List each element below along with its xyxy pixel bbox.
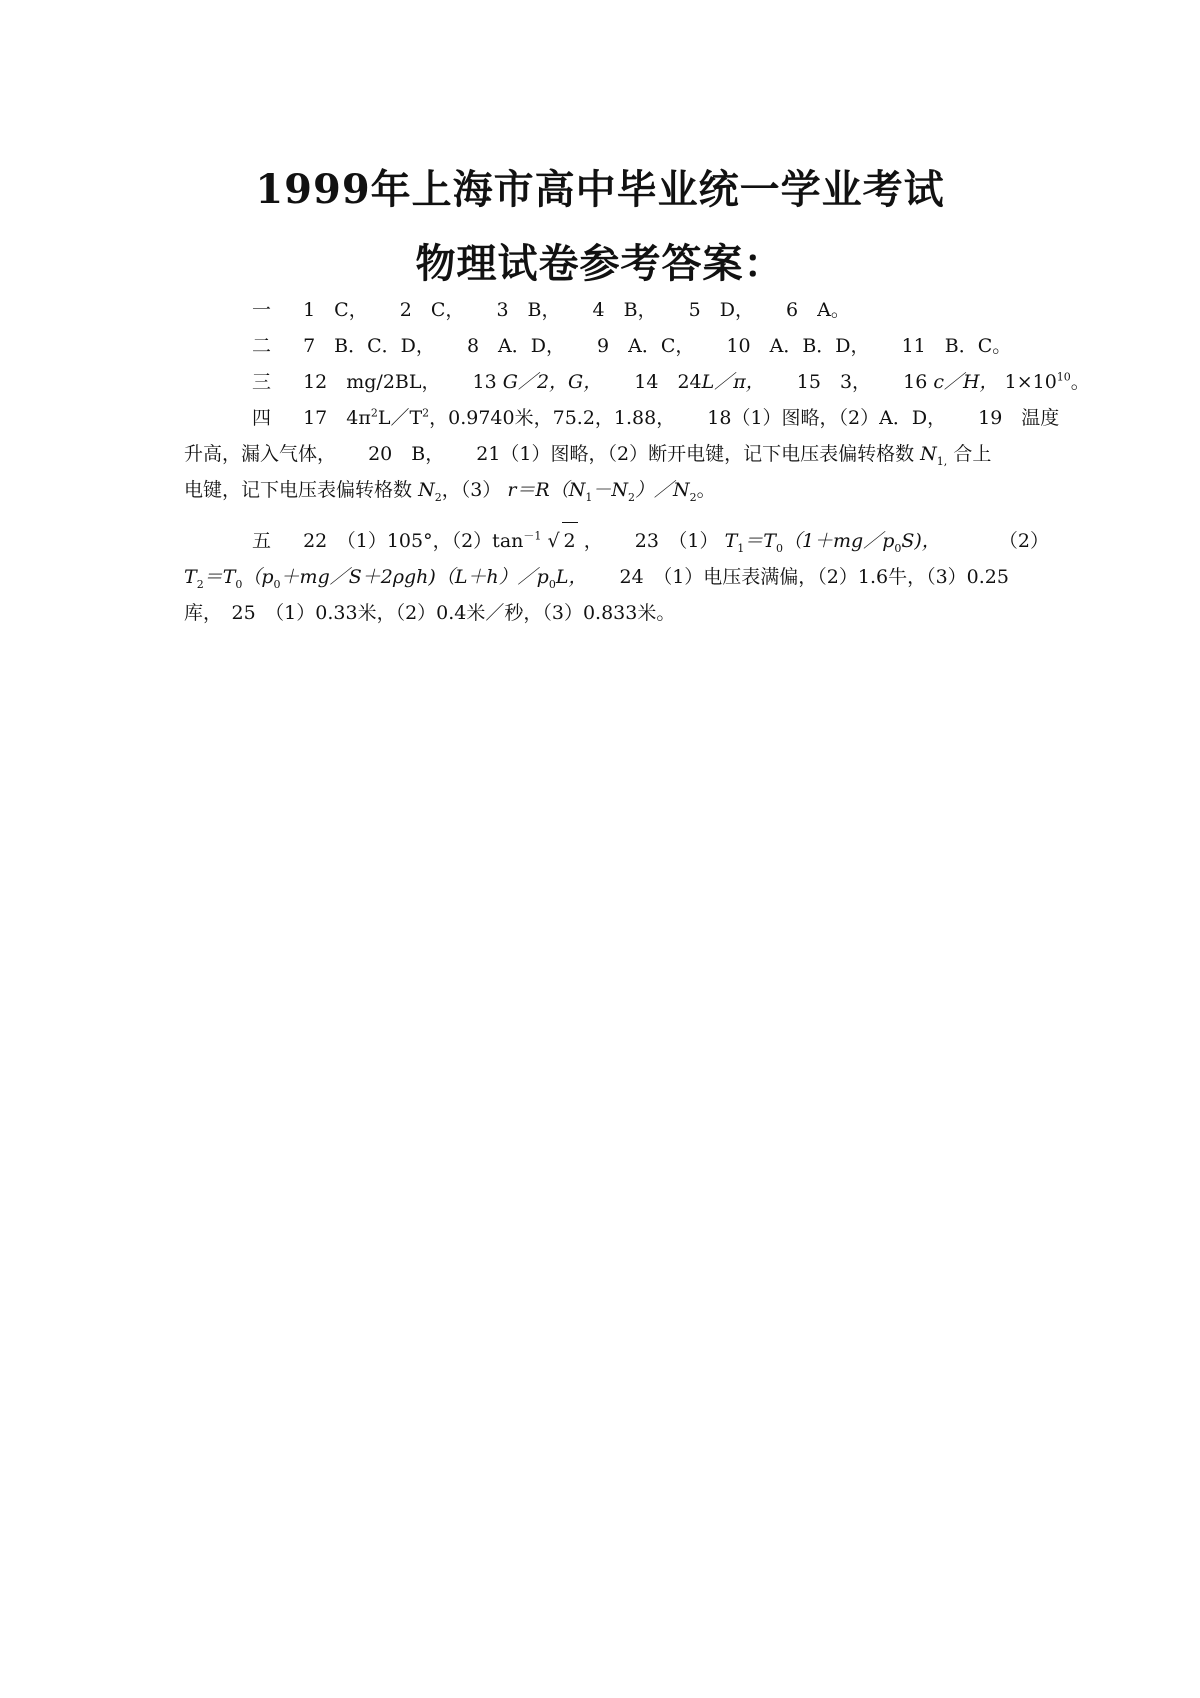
answer-24: 24 （1）电压表满偏，（2）1.6牛，（3）0.25 xyxy=(619,566,1009,588)
answer-21-sub3: 1 xyxy=(585,490,593,504)
answer-22-root: 2 xyxy=(562,522,578,559)
section-5-head: 五 xyxy=(252,530,272,552)
answer-13-num: 13 xyxy=(472,371,497,393)
answer-23-formula: ＋mg／S＋2ρgh)（L＋h）／p xyxy=(280,566,549,588)
answer-21-sub2: 2 xyxy=(434,490,442,504)
answer-18: 18（1）图略，（2）A．D， xyxy=(707,407,947,429)
answer-10: 10 A．B．D， xyxy=(726,335,870,357)
answer-20: 20 B， xyxy=(368,443,445,465)
page-title: 1999年上海市高中毕业统一学业考试 xyxy=(255,166,945,213)
answer-7: 7 B．C．D， xyxy=(303,335,435,357)
answer-22-end: ， xyxy=(583,530,603,552)
answer-11: 11 B．C。 xyxy=(901,335,1012,357)
answer-21-formula-c: ）／N xyxy=(634,479,690,501)
section-1-line xyxy=(184,292,1032,328)
answer-23-sub2: 0 xyxy=(775,541,783,555)
answer-21-end: 。 xyxy=(696,479,716,501)
answer-23-sub7: 0 xyxy=(548,577,556,591)
answer-body xyxy=(184,292,1090,631)
answer-23-end2: L， xyxy=(555,566,588,588)
page-subtitle: 物理试卷参考答案： xyxy=(415,240,785,287)
answer-23-sub3: 0 xyxy=(894,541,902,555)
answer-23-sub4: 2 xyxy=(196,577,204,591)
answer-14-num: 14 24 xyxy=(634,371,702,393)
answer-22: 22 （1）105°，（2）tan xyxy=(303,530,524,552)
answer-6: 6 A。 xyxy=(786,299,850,321)
answer-23-paren2: （p xyxy=(242,566,274,588)
answer-23-sub5: 0 xyxy=(235,577,243,591)
answer-24-25: 库， 25 （1）0.33米，（2）0.4米／秒，（3）0.833米。 xyxy=(184,602,676,624)
section-2-line xyxy=(184,328,1032,364)
answer-16: c／H， xyxy=(933,371,999,393)
answer-21-sub5: 2 xyxy=(689,490,697,504)
section-5-line-1 xyxy=(184,522,1049,559)
answer-21-sub4: 2 xyxy=(627,490,635,504)
answer-19-start: 19 温度 xyxy=(978,407,1060,429)
answer-22-sup: －1 xyxy=(523,529,542,543)
section-4-line-3 xyxy=(184,472,1032,508)
answer-13: G／2，G， xyxy=(502,371,603,393)
answer-1: 1 C， xyxy=(303,299,368,321)
section-3-line xyxy=(184,364,1090,400)
answer-4: 4 B， xyxy=(592,299,657,321)
answer-16-num: 16 xyxy=(903,371,928,393)
section-4-line-2 xyxy=(184,436,1032,472)
answer-21-n2: N xyxy=(418,479,435,501)
section-4-line-1 xyxy=(184,400,1060,436)
answer-21-formula: r＝R（N xyxy=(507,479,586,501)
answer-8: 8 A．D， xyxy=(466,335,565,357)
answer-17-a: 17 4π xyxy=(303,407,371,429)
answer-23-part2: （2） xyxy=(998,530,1049,552)
section-1-head: 一 xyxy=(252,299,272,321)
section-5-line-3 xyxy=(184,595,1032,631)
answer-23-sub6: 0 xyxy=(273,577,281,591)
answer-23-paren: （1＋mg／p xyxy=(782,530,895,552)
answer-2: 2 C， xyxy=(399,299,465,321)
answer-15: 15 3， xyxy=(796,371,872,393)
answer-23-end: S)， xyxy=(901,530,941,552)
answer-16-exp: 10 xyxy=(1056,370,1071,384)
section-4-head: 四 xyxy=(252,407,272,429)
section-3-head: 三 xyxy=(252,371,272,393)
answer-17-b: L／T xyxy=(377,407,423,429)
answer-3: 3 B， xyxy=(496,299,561,321)
answer-21-c: 电键，记下电压表偏转格数 xyxy=(184,479,413,501)
sqrt-symbol: √ xyxy=(547,530,560,552)
answer-16-value: 1×10 xyxy=(1004,371,1057,393)
answer-17-c: ，0.9740米，75.2，1.88， xyxy=(429,407,676,429)
answer-12: 12 mg/2BL， xyxy=(303,371,441,393)
answer-23-sub1: 1 xyxy=(737,541,745,555)
section-2-head: 二 xyxy=(252,335,272,357)
answer-21-formula-b: －N xyxy=(592,479,628,501)
answer-16-end: 。 xyxy=(1070,371,1090,393)
answer-23-num: 23 （1） xyxy=(634,530,719,552)
answer-5: 5 D， xyxy=(688,299,754,321)
answer-21-d: ，（3） xyxy=(441,479,502,501)
answer-21-sub: 1, xyxy=(936,454,948,468)
answer-17-sup1: 2 xyxy=(370,406,378,420)
answer-21-b: 合上 xyxy=(953,443,992,465)
answer-23-eq2: ＝T xyxy=(203,566,236,588)
answer-9: 9 A．C， xyxy=(597,335,695,357)
section-5-line-2 xyxy=(184,559,1032,595)
answer-21-a: 21（1）图略，（2）断开电键，记下电压表偏转格数 xyxy=(476,443,915,465)
answer-19-end: 升高，漏入气体， xyxy=(184,443,337,465)
answer-23-t: T xyxy=(724,530,738,552)
answer-23-t2: T xyxy=(184,566,197,588)
answer-17-sup2: 2 xyxy=(422,406,430,420)
answer-23-eq: ＝T xyxy=(744,530,776,552)
answer-21-n: N xyxy=(920,443,937,465)
answer-14: L／π， xyxy=(701,371,765,393)
